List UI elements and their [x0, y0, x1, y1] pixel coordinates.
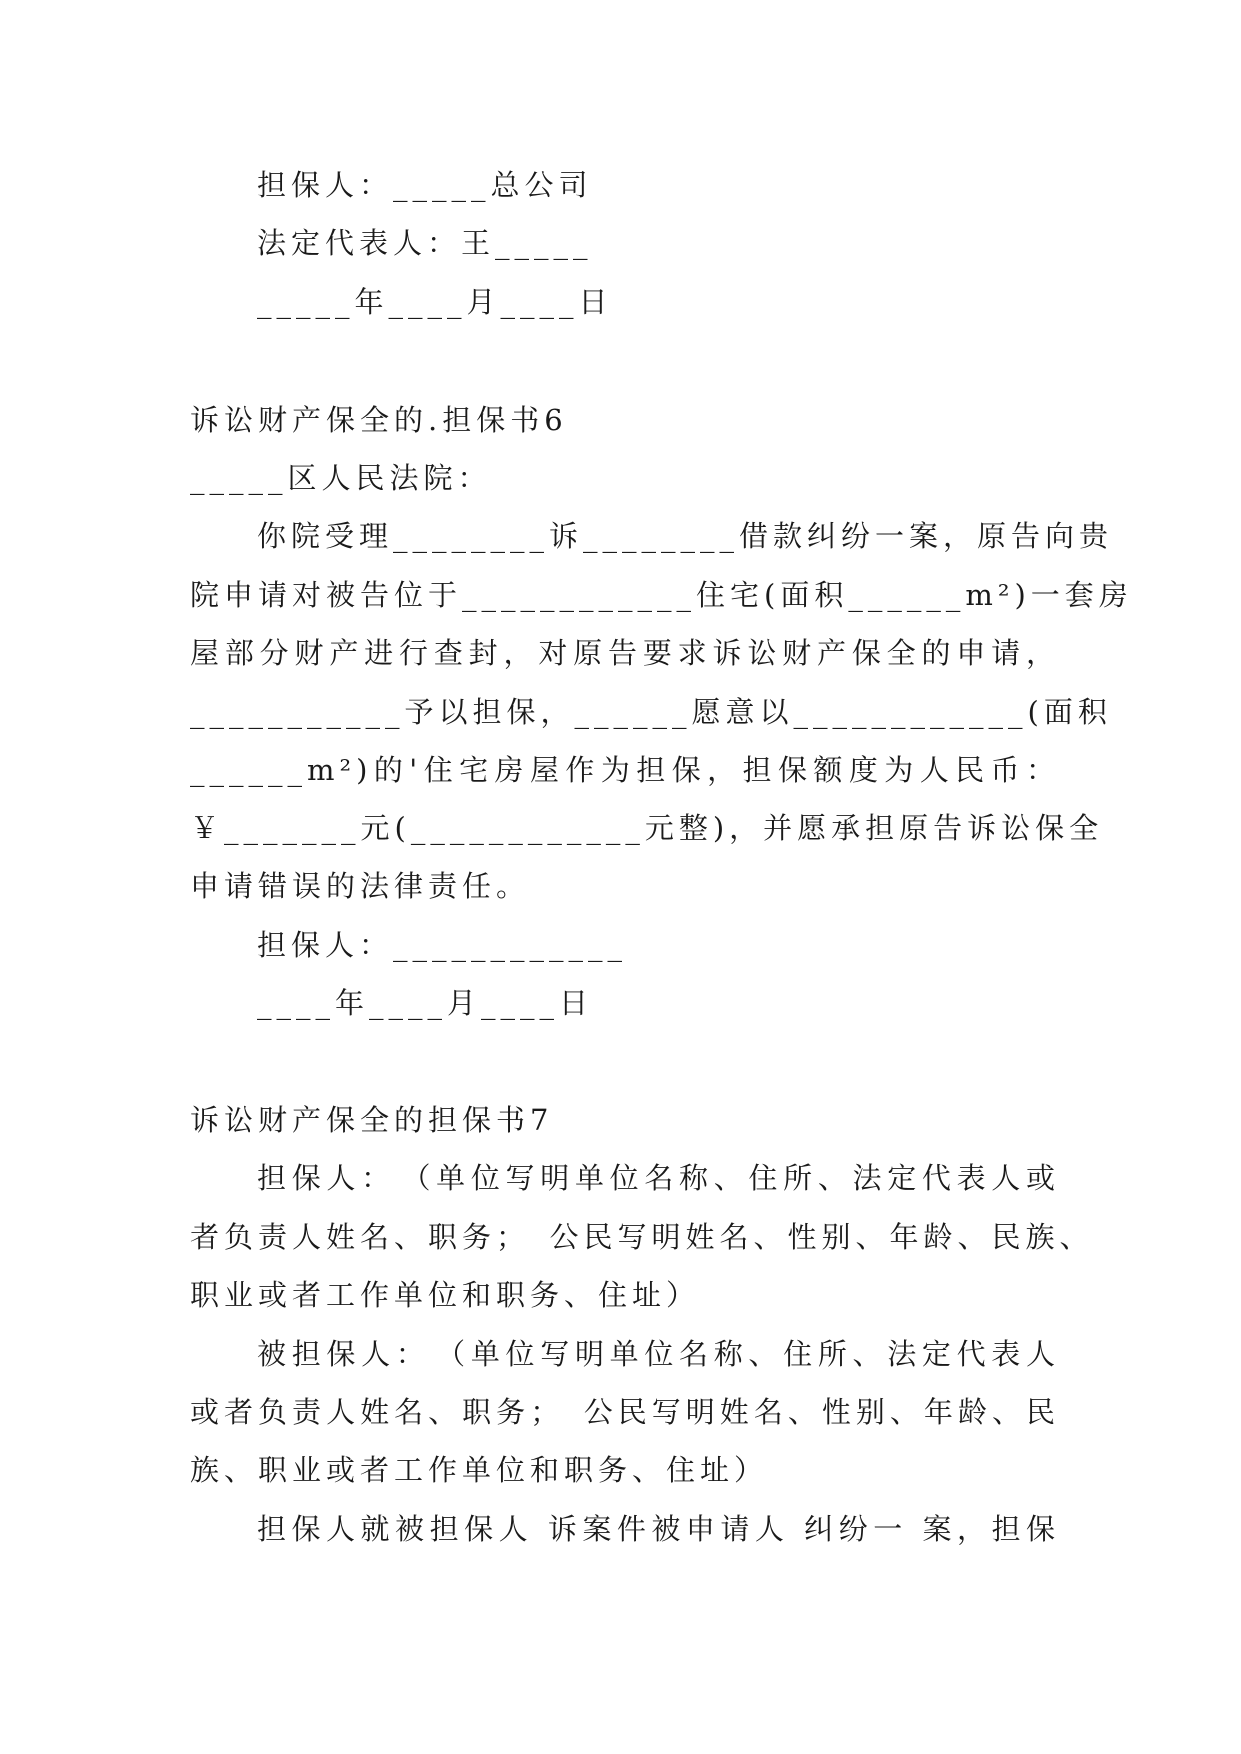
- body-paragraph-line: 屋部分财产进行查封，对原告要求诉讼财产保全的申请，: [190, 636, 1060, 670]
- guaranteed-party-description-line: 族、职业或者工作单位和职务、住址）: [190, 1453, 769, 1487]
- legal-representative-line: 法定代表人：王_____: [257, 226, 593, 260]
- body-paragraph-line: ___________予以担保，______愿意以____________(面积: [190, 695, 1112, 729]
- guarantor-signature-line: 担保人：____________: [257, 928, 628, 962]
- date-line: _____年____月____日: [257, 285, 613, 319]
- section-title-7: 诉讼财产保全的担保书7: [190, 1103, 554, 1137]
- section-title-6: 诉讼财产保全的.担保书6: [190, 403, 568, 437]
- guaranteed-party-description-line: 被担保人： （单位写明单位名称、住所、法定代表人: [257, 1337, 1060, 1371]
- body-paragraph-line: ￥_______元(____________元整)，并愿承担原告诉讼保全: [190, 811, 1104, 845]
- guarantor-description-line: 担保人： （单位写明单位名称、住所、法定代表人或: [257, 1161, 1060, 1195]
- guarantor-line: 担保人：_____总公司: [257, 168, 593, 202]
- date-line: ____年____月____日: [257, 986, 594, 1020]
- body-paragraph-line: ______m²)的'住宅房屋作为担保，担保额度为人民币：: [190, 753, 1060, 787]
- body-paragraph-line: 申请错误的法律责任。: [190, 869, 531, 903]
- guarantor-description-line: 职业或者工作单位和职务、住址）: [190, 1278, 701, 1312]
- guarantor-description-line: 者负责人姓名、职务； 公民写明姓名、性别、年龄、民族、: [190, 1220, 1094, 1254]
- court-address-line: _____区人民法院：: [190, 461, 492, 495]
- body-paragraph-line: 院申请对被告位于____________住宅(面积______m²)一套房: [190, 578, 1133, 612]
- body-paragraph-line: 你院受理________诉________借款纠纷一案，原告向贵: [257, 519, 1114, 553]
- body-paragraph-line: 担保人就被担保人 诉案件被申请人 纠纷一 案，担保: [257, 1512, 1060, 1546]
- guaranteed-party-description-line: 或者负责人姓名、职务； 公民写明姓名、性别、年龄、民: [190, 1395, 1060, 1429]
